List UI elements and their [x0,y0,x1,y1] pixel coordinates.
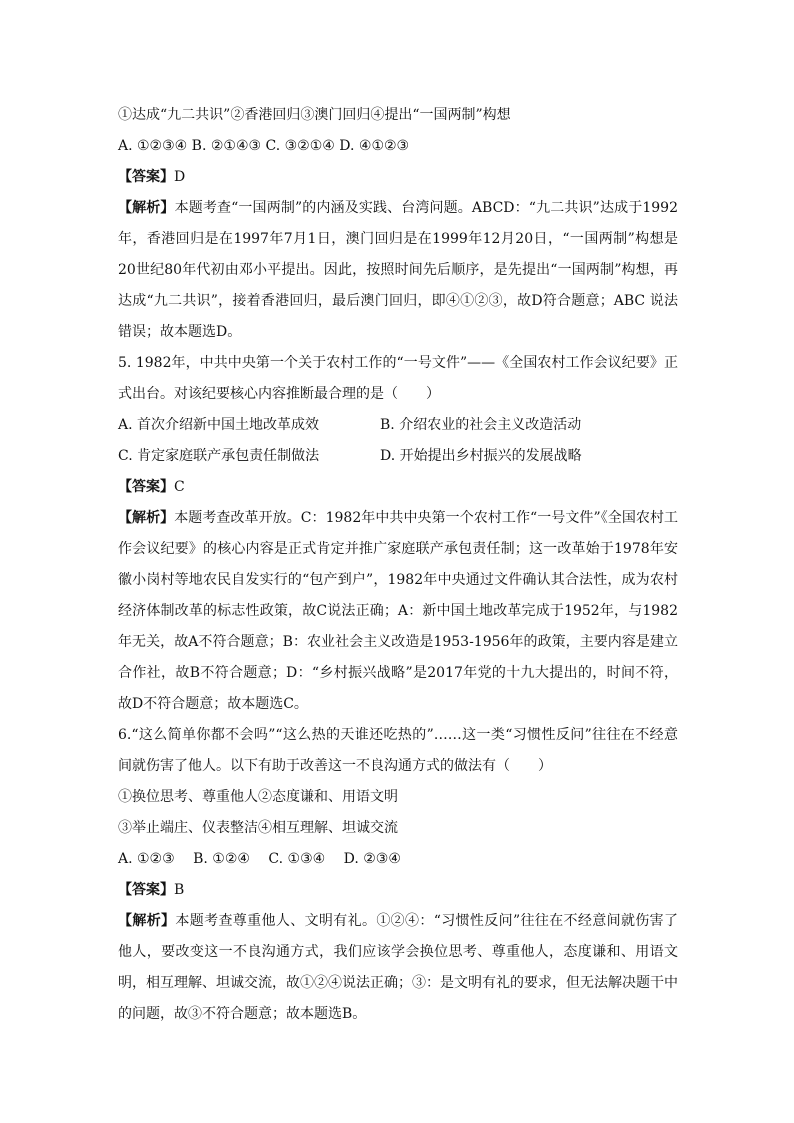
analysis-label: 【解析】 [118,510,175,526]
q5-stem: 5. 1982年，中共中央第一个关于农村工作的“一号文件”——《全国农村工作会议纪要》正式出台。对该纪要核心内容推断最合理的是（ ） [118,355,678,402]
q6-items-line-2: ③举止端庄、仪表整洁④相互理解、坦诚交流 [118,820,398,836]
q6-items-line-1: ①换位思考、尊重他人②态度谦和、用语文明 [118,789,398,805]
q6-analysis [118,906,678,1030]
q5-option-d: D. 开始提出乡村振兴的发展战略 [380,448,582,464]
analysis-text: 本题考查尊重他人、文明有礼。①②④：“习惯性反问”往往在不经意间就伤害了他人，要改变这一不良沟通方式，我们应该学会换位思考、尊重他人，态度谦和、用语文明，相互理解、坦诚交流，故①②④说法正确；③：是文明有礼的要求，但无法解决题干中的问题，故③不符合题意；故本题选B。 [118,913,679,1022]
q4-answer [118,162,678,193]
answer-value: D [174,169,186,185]
answer-value: C [174,479,185,495]
q4-analysis [118,193,678,348]
q5-analysis [118,503,678,720]
q5-option-b: B. 介绍农业的社会主义改造活动 [380,417,582,433]
answer-value: B [174,882,185,898]
q5-option-c: C. 肯定家庭联产承包责任制做法 [118,448,320,464]
analysis-text: 本题考查改革开放。C：1982年中共中央第一个农村工作“一号文件”《全国农村工作会议纪要》的核心内容是正式肯定并推广家庭联产承包责任制；这一改革始于1978年安徽小岗村等地农民自发实行的“包产到户”，1982年中央通过文件确认其合法性，成为农村经济体制改革的标志性政策，故C说法正确；A：新中国土地改革完成于1952年，与1982年无关，故A不符合题意；B：农业社会主义改造是1953-1956年的政策，主要内容是建立合作社，故B不符合题意；D：“乡村振兴战略”是2017年党的十九大提出的，时间不符，故D不符合题意；故本题选C。 [118,510,679,712]
q4-options: A. ①②③④ B. ②①④③ C. ③②①④ D. ④①②③ [118,138,410,154]
q5-option-a: A. 首次介绍新中国土地改革成效 [118,417,320,433]
document-page [118,100,678,1030]
q6-options: A. ①②③ B. ①②④ C. ①③④ D. ②③④ [118,851,401,867]
answer-label: 【答案】 [118,479,174,495]
q4-items: ①达成“九二共识”②香港回归③澳门回归④提出“一国两制”构想 [118,107,511,123]
q5-answer [118,472,678,503]
analysis-text: 本题考查“一国两制”的内涵及实践、台湾问题。ABCD：“九二共识”达成于1992年，香港回归是在1997年7月1日，澳门回归是在1999年12月20日，“一国两制”构想是20世纪80年代初由邓小平提出。因此，按照时间先后顺序，是先提出“一国两制”构想，再达成“九二共识”，接着香港回归，最后澳门回归，即④①②③，故D符合题意；ABC 说法错误；故本题选D。 [118,200,678,340]
q6-stem: 6.“这么简单你都不会吗”“这么热的天谁还吃热的”……这一类“习惯性反问”往往在不经意间就伤害了他人。以下有助于改善这一不良沟通方式的做法有（ ） [118,727,678,774]
q5-options-row-2 [118,441,678,472]
analysis-label: 【解析】 [118,200,175,216]
answer-label: 【答案】 [118,169,174,185]
q6-answer [118,875,678,906]
answer-label: 【答案】 [118,882,174,898]
q5-options-row-1 [118,410,678,441]
analysis-label: 【解析】 [118,913,176,929]
